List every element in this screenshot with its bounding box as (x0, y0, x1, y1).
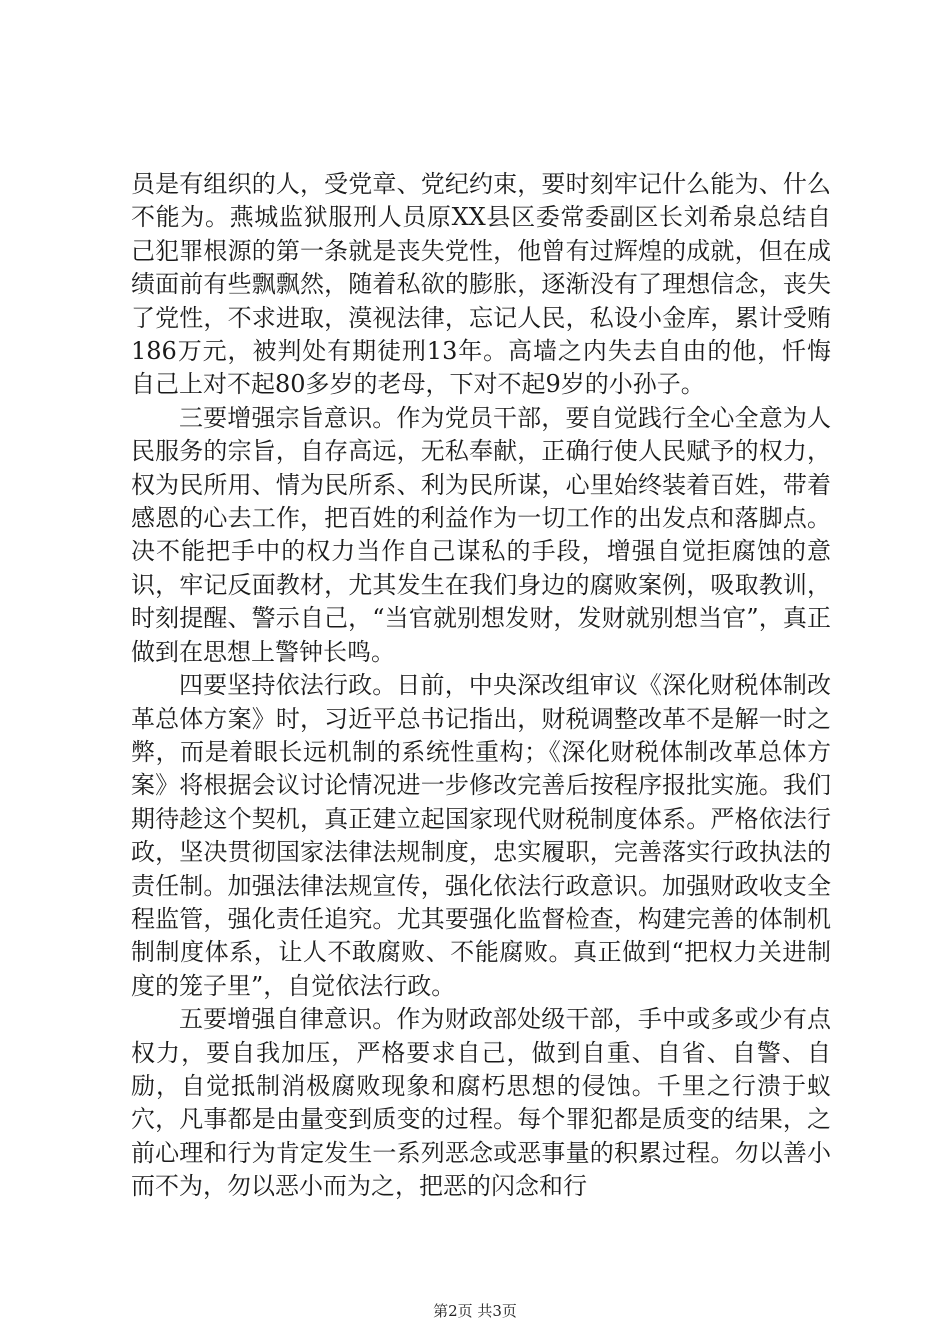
paragraph-1: 员是有组织的人，受党章、党纪约束，要时刻牢记什么能为、什么不能为。燕城监狱服刑人员原XX县区委常委副区长刘希泉总结自己犯罪根源的第一条就是丧失党性，他曾有过辉煌的成就，但在成绩面前有些飘飘然，随着私欲的膨胀，逐渐没有了理想信念，丧失了党性，不求进取，漠视法律，忘记人民，私设小金库，累计受贿186万元，被判处有期徒刑13年。高墙之内失去自由的他，忏悔自己上对不起80多岁的老母，下对不起9岁的小孙子。 (131, 170, 831, 399)
page-footer: 第2页 共3页 (433, 1302, 517, 1320)
paragraph-3: 四要坚持依法行政。日前，中央深改组审议《深化财税体制改革总体方案》时，习近平总书记指出，财税调整改革不是解一时之弊，而是着眼长远机制的系统性重构；《深化财税体制改革总体方案》将根据会议讨论情况进一步修改完善后按程序报批实施。我们期待趁这个契机，真正建立起国家现代财税制度体系。严格依法行政，坚决贯彻国家法律法规制度，忠实履职，完善落实行政执法的责任制。加强法律法规宣传，强化依法行政意识。加强财政收支全程监管，强化责任追究。尤其要强化监督检查，构建完善的体制机制制度体系，让人不敢腐败、不能腐败。真正做到“把权力关进制度的笼子里”，自觉依法行政。 (131, 671, 831, 1000)
document-body (131, 168, 831, 1204)
paragraph-4: 五要增强自律意识。作为财政部处级干部，手中或多或少有点权力，要自我加压，严格要求自己，做到自重、自省、自警、自励，自觉抵制消极腐败现象和腐朽思想的侵蚀。千里之行溃于蚁穴，凡事都是由量变到质变的过程。每个罪犯都是质变的结果，之前心理和行为肯定发生一系列恶念或恶事量的积累过程。勿以善小而不为，勿以恶小而为之，把恶的闪念和行 (131, 1005, 831, 1201)
paragraph-2: 三要增强宗旨意识。作为党员干部，要自觉践行全心全意为人民服务的宗旨，自存高远，无私奉献，正确行使人民赋予的权力，权为民所用、情为民所系、利为民所谋，心里始终装着百姓，带着感恩的心去工作，把百姓的利益作为一切工作的出发点和落脚点。决不能把手中的权力当作自己谋私的手段，增强自觉拒腐蚀的意识，牢记反面教材，尤其发生在我们身边的腐败案例，吸取教训，时刻提醒、警示自己，“当官就别想发财，发财就别想当官”，真正做到在思想上警钟长鸣。 (131, 403, 831, 666)
